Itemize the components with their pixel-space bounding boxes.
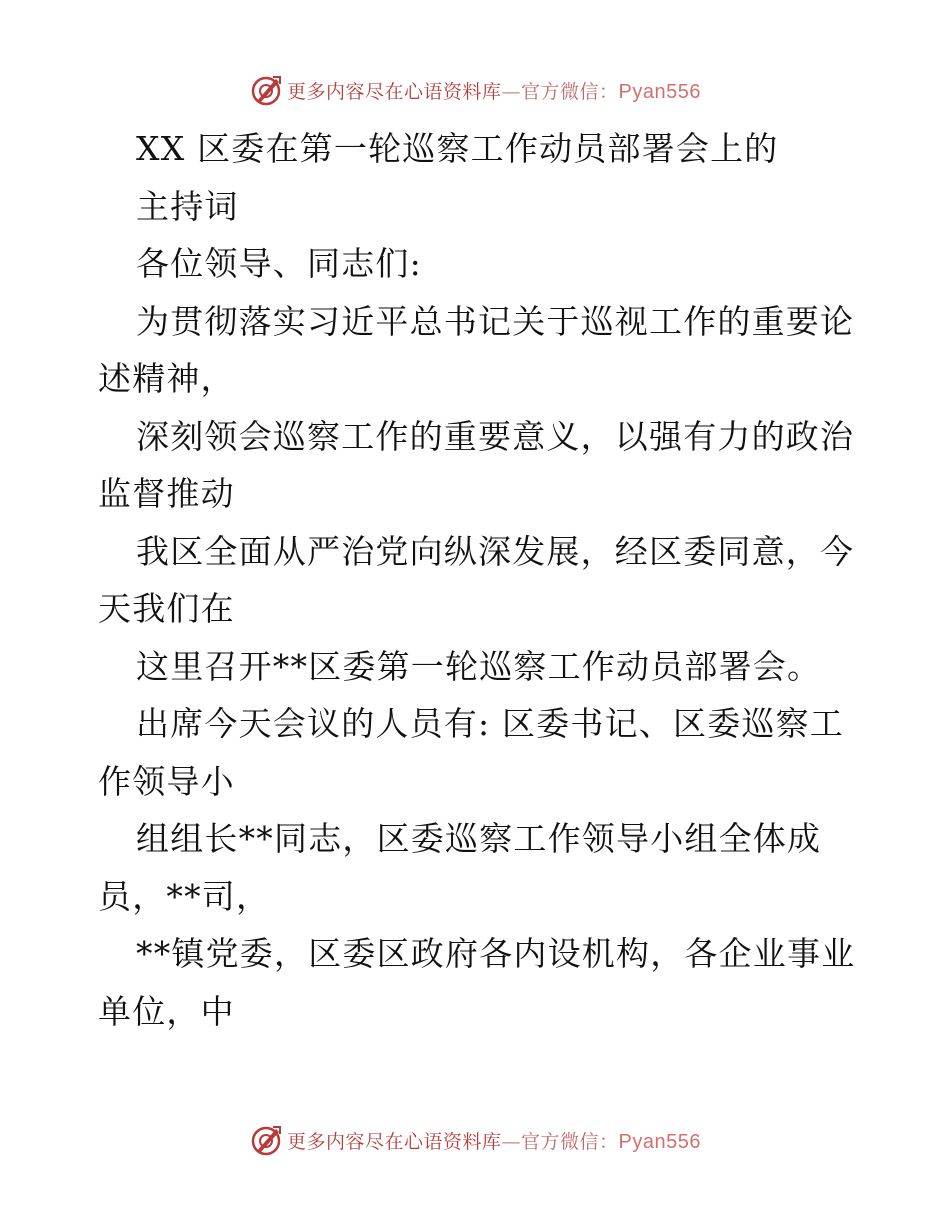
text-line: 深刻领会巡察工作的重要意义，以强有力的政治 [136, 416, 855, 456]
watermark-dash: — [501, 80, 522, 103]
brand-logo-icon [249, 1123, 283, 1157]
text-line: 述精神， [98, 359, 235, 398]
watermark-id: Pyan556 [618, 80, 701, 103]
watermark-sub: 官方微信： [521, 80, 619, 103]
text-line: 主持词 [136, 186, 239, 226]
text-line: 这里召开**区委第一轮巡察工作动员部署会。 [136, 646, 822, 686]
watermark-dash: — [501, 1130, 522, 1153]
text-line: 单位，中 [98, 991, 235, 1031]
watermark-main: 更多内容尽在心语资料库 [287, 80, 502, 103]
text-line: **镇党委，区委区政府各内设机构，各企业事业 [136, 934, 856, 973]
brand-logo-icon [249, 73, 283, 107]
text-line: 作领导小 [98, 761, 235, 801]
text-line: 我区全面从严治党向纵深发展，经区委同意，今 [136, 531, 855, 571]
text-line: 各位领导、同志们: [136, 244, 422, 283]
text-line: XX 区委在第一轮巡察工作动员部署会上的 [136, 129, 779, 168]
text-line: 监督推动 [98, 474, 235, 513]
text-line: 组组长**同志，区委巡察工作领导小组全体成 [136, 819, 822, 858]
watermark-text [287, 1127, 701, 1154]
text-line: 员，**司， [98, 876, 271, 916]
header-watermark [0, 70, 950, 110]
text-line: 天我们在 [98, 589, 235, 628]
text-line: 出席今天会议的人员有: 区委书记、区委巡察工 [136, 704, 845, 743]
document-body [98, 120, 858, 1040]
watermark-sub: 官方微信： [521, 1130, 619, 1153]
footer-watermark [0, 1120, 950, 1160]
watermark-text [287, 77, 701, 104]
text-line: 为贯彻落实习近平总书记关于巡视工作的重要论 [136, 301, 855, 341]
watermark-main: 更多内容尽在心语资料库 [287, 1130, 502, 1153]
watermark-id: Pyan556 [618, 1130, 701, 1153]
